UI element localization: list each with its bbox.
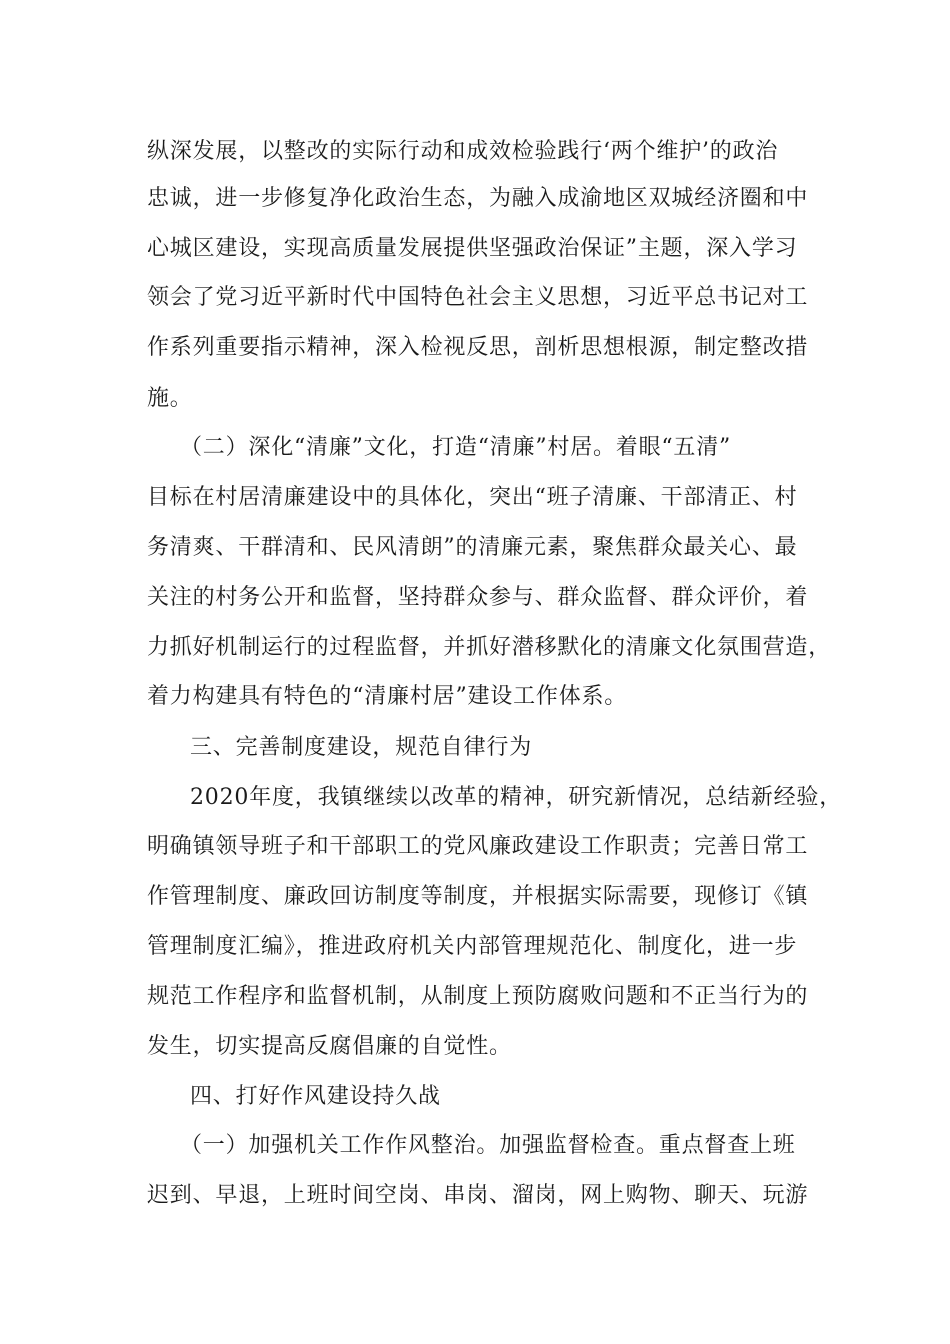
paragraph-line: 目标在村居清廉建设中的具体化，突出“班子清廉、干部清正、村 — [147, 485, 798, 510]
sub-heading-1: （一）加强机关工作作风整治。加强监督检查。重点督查上班 — [180, 1133, 796, 1158]
paragraph-line: 忠诚，进一步修复净化政治生态，为融入成渝地区双城经济圈和中 — [147, 186, 809, 211]
paragraph-line: 迟到、早退，上班时间空岗、串岗、溜岗，网上购物、聊天、玩游 — [147, 1183, 809, 1208]
paragraph-line: 心城区建设，实现高质量发展提供坚强政治保证”主题，深入学习 — [147, 236, 798, 261]
paragraph-line: 管理制度汇编》，推进政府机关内部管理规范化、制度化，进一步 — [147, 934, 798, 959]
paragraph-line: 作系列重要指示精神，深入检视反思，剖析思想根源，制定整改措 — [147, 335, 809, 360]
paragraph-line: 关注的村务公开和监督，坚持群众参与、群众监督、群众评价，着 — [147, 585, 809, 610]
paragraph-line: 领会了党习近平新时代中国特色社会主义思想，习近平总书记对工 — [147, 285, 809, 310]
section-heading-3: 三、完善制度建设，规范自律行为 — [190, 735, 533, 760]
paragraph-line: 作管理制度、廉政回访制度等制度，并根据实际需要，现修订《镇 — [147, 884, 809, 909]
paragraph-line: 纵深发展，以整改的实际行动和成效检验践行‘两个维护’的政治 — [147, 139, 779, 164]
paragraph-line: 规范工作程序和监督机制，从制度上预防腐败问题和不正当行为的 — [147, 984, 809, 1009]
paragraph-line: 2020年度，我镇继续以改革的精神，研究新情况，总结新经验， — [190, 785, 842, 810]
paragraph-line: 着力构建具有特色的“清廉村居”建设工作体系。 — [147, 684, 628, 709]
paragraph-line: 务清爽、干群清和、民风清朗”的清廉元素，聚焦群众最关心、最 — [147, 535, 798, 560]
paragraph-line: 明确镇领导班子和干部职工的党风廉政建设工作职责；完善日常工 — [147, 834, 809, 859]
section-heading-4: 四、打好作风建设持久战 — [190, 1084, 441, 1109]
paragraph-line: 发生，切实提高反腐倡廉的自觉性。 — [147, 1034, 512, 1059]
paragraph-line: 力抓好机制运行的过程监督，并抓好潜移默化的清廉文化氛围营造， — [147, 635, 832, 660]
paragraph-line: 施。 — [147, 386, 193, 411]
section-heading-2: （二）深化“清廉”文化，打造“清廉”村居。着眼“五清” — [180, 435, 732, 460]
